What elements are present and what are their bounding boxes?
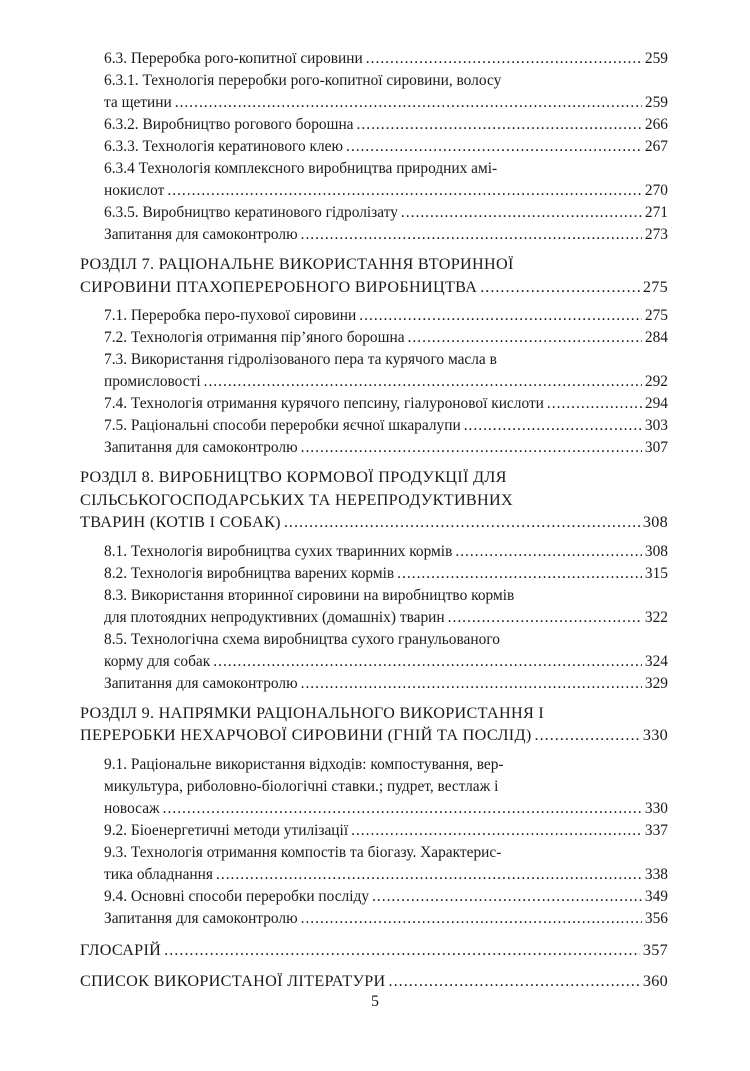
dot-leader: [204, 371, 642, 393]
toc-entry-leader-line: [104, 180, 668, 202]
toc-entry-title: корму для собак: [104, 652, 211, 670]
dot-leader: [480, 276, 640, 299]
toc-section-entry: [80, 136, 668, 158]
dot-leader: [408, 327, 642, 349]
toc-entry-title: СИРОВИНИ ПТАХОПЕРЕРОБНОГО ВИРОБНИЦТВА: [80, 277, 478, 296]
toc-section-entry: [80, 754, 668, 820]
toc-entry-leader-line: [104, 437, 668, 459]
toc-chapter-entry: [80, 466, 668, 534]
toc-entry-title: Запитання для самоконтролю: [104, 226, 298, 243]
toc-page-number: 275: [642, 277, 668, 296]
toc-entry-title: 6.3.3. Технологія кератинового клею: [104, 138, 343, 155]
toc-entry-leader-line: [104, 798, 668, 820]
toc-entry-title-line: 8.3. Використання вторинної сировини на виробництво кормів: [104, 586, 515, 604]
toc-entry-title: 6.3.2. Виробництво рогового борошна: [104, 116, 354, 133]
toc-entry-leader-line: [104, 563, 668, 585]
toc-entry-title: Запитання для самоконтролю: [104, 909, 298, 927]
toc-entry-title-line: микультура, риболовно-біологічні ставки.; пудрет, вестлаж і: [104, 777, 499, 795]
toc-section-entry: [80, 563, 668, 585]
toc-page-number: 357: [642, 940, 668, 959]
dot-leader: [535, 724, 640, 747]
toc-entry-title-line: 8.5. Технологічна схема виробництва сухого гранульованого: [104, 630, 500, 648]
toc-chapter-entry: [80, 253, 668, 298]
toc-entry-title-line: 6.3.4 Технологія комплексного виробництва природних амі-: [104, 160, 498, 177]
toc-entry-title-line: РОЗДІЛ 8. ВИРОБНИЦТВО КОРМОВОЇ ПРОДУКЦІЇ ДЛЯ: [80, 468, 507, 486]
toc-entry-leader-line: [80, 939, 668, 962]
dot-leader: [366, 48, 642, 70]
toc-section-entry: [80, 202, 668, 224]
toc-page-number: 303: [644, 417, 668, 434]
toc-entry-leader-line: [104, 136, 668, 158]
dot-leader: [213, 651, 642, 673]
toc-entry-leader-line: [104, 224, 668, 246]
dot-leader: [167, 180, 642, 202]
toc-entry-title: для плотоядних непродуктивних (домашніх) тварин: [104, 608, 445, 626]
toc-entry-title: ТВАРИН (КОТІВ І СОБАК): [80, 513, 281, 531]
dot-leader: [164, 939, 640, 962]
toc-entry-title-line: СІЛЬСЬКОГОСПОДАРСЬКИХ ТА НЕРЕПРОДУКТИВНИХ: [80, 490, 513, 509]
dot-leader: [346, 136, 642, 158]
toc-section-entry: [80, 48, 668, 70]
toc-page-number: 271: [644, 204, 668, 221]
toc-entry-title: 9.4. Основні способи переробки послідy: [104, 887, 370, 905]
toc-entry-title: Запитання для самоконтролю: [104, 439, 298, 456]
toc-entry-leader-line: [80, 724, 668, 747]
toc-page-number: 322: [644, 608, 668, 626]
toc-entry-leader-line: [104, 908, 668, 930]
dot-leader: [464, 415, 642, 437]
toc-entry-leader-line: [104, 48, 668, 70]
toc-page-number: 270: [644, 182, 668, 199]
toc-entry-title-line: РОЗДІЛ 9. НАПРЯМКИ РАЦІОНАЛЬНОГО ВИКОРИСТАННЯ І: [80, 703, 545, 722]
toc-section-entry: [80, 541, 668, 563]
toc-entry-title: 6.3. Переробка рого-копитної сировини: [104, 50, 363, 67]
toc-entry-leader-line: [104, 202, 668, 224]
toc-section-entry: [80, 224, 668, 246]
toc-page-number: 337: [644, 821, 668, 839]
toc-entry-leader-line: [80, 511, 668, 534]
toc-section-entry: [80, 908, 668, 930]
toc-section-entry: [80, 585, 668, 629]
toc-entry-title-line: 6.3.1. Технологія переробки рого-копитної сировини, волосу: [104, 72, 502, 89]
toc-entry-title-line: РОЗДІЛ 7. РАЦІОНАЛЬНЕ ВИКОРИСТАННЯ ВТОРИННОЇ: [80, 255, 514, 273]
toc-entry-leader-line: [104, 371, 668, 393]
toc-entry-title: 8.2. Технологія виробництва варених кормів: [104, 564, 395, 582]
dot-leader: [547, 393, 642, 415]
toc-section-entry: [80, 437, 668, 459]
toc-entry-title: 7.2. Технологія отримання пір’яного борошна: [104, 329, 405, 346]
toc-section-entry: [80, 327, 668, 349]
toc-entry-leader-line: [104, 327, 668, 349]
toc-page-number: 273: [644, 226, 668, 243]
dot-leader: [284, 511, 640, 534]
toc-page-number: 266: [644, 116, 668, 133]
dot-leader: [359, 305, 642, 327]
toc-page-number: 308: [642, 513, 668, 531]
toc-entry-leader-line: [104, 305, 668, 327]
toc-page-number: 329: [644, 674, 668, 692]
toc-entry-title: ГЛОСАРІЙ: [80, 940, 162, 959]
dot-leader: [301, 673, 642, 695]
toc-entry-title: 7.4. Технологія отримання курячого пепсину, гіалуронової кислоти: [104, 395, 544, 412]
toc-entry-leader-line: [104, 820, 668, 842]
toc-section-entry: [80, 820, 668, 842]
toc-entry-title: 7.1. Переробка перо-пухової сировини: [104, 307, 357, 324]
toc-section-entry: [80, 70, 668, 114]
toc-entry-title-line: 9.1. Раціональне використання відходів: компостування, вер-: [104, 755, 504, 773]
toc-entry-leader-line: [104, 651, 668, 673]
dot-leader: [397, 563, 642, 585]
toc-section-entry: [80, 886, 668, 908]
toc-entry-title: тика обладнання: [104, 865, 213, 883]
toc-entry-title: Запитання для самоконтролю: [104, 674, 298, 692]
toc-section-entry: [80, 305, 668, 327]
dot-leader: [163, 798, 642, 820]
toc-page-number: 356: [644, 909, 668, 927]
toc-page-number: 324: [644, 652, 668, 670]
toc-page-number: 292: [644, 373, 668, 390]
table-of-contents: [80, 48, 668, 993]
toc-page-number: 259: [644, 94, 668, 111]
toc-entry-leader-line: [104, 541, 668, 563]
toc-entry-leader-line: [104, 415, 668, 437]
toc-entry-title-line: 9.3. Технологія отримання компостів та біогазу. Характерис-: [104, 843, 502, 861]
toc-entry-title: новосаж: [104, 799, 160, 817]
toc-page-number: 338: [644, 865, 668, 883]
toc-page-number: 259: [644, 50, 668, 67]
toc-entry-title: 9.2. Біоенергетичні методи утилізації: [104, 821, 349, 839]
toc-page-number: 315: [644, 564, 668, 582]
toc-section-entry: [80, 158, 668, 202]
toc-page-number: 308: [644, 542, 668, 560]
toc-page-number: 360: [642, 972, 668, 990]
toc-page-number: 349: [644, 887, 668, 905]
toc-section-entry: [80, 349, 668, 393]
toc-page-number: 307: [644, 439, 668, 456]
dot-leader: [175, 92, 642, 114]
toc-entry-leader-line: [104, 886, 668, 908]
toc-entry-leader-line: [80, 970, 668, 993]
toc-page-number: 284: [644, 329, 668, 346]
dot-leader: [455, 541, 642, 563]
toc-entry-title: та щетини: [104, 94, 172, 111]
dot-leader: [351, 820, 642, 842]
page-number: 5: [371, 993, 379, 1010]
dot-leader: [301, 437, 642, 459]
toc-page-number: 330: [644, 799, 668, 817]
toc-entry-leader-line: [104, 92, 668, 114]
toc-section-entry: [80, 415, 668, 437]
toc-section-entry: [80, 393, 668, 415]
toc-entry-title: 7.5. Раціональні способи переробки яєчної шкаралупи: [104, 417, 461, 434]
toc-entry-title: 6.3.5. Виробництво кератинового гідролізату: [104, 204, 398, 221]
dot-leader: [389, 970, 640, 993]
toc-page-number: 267: [644, 138, 668, 155]
toc-chapter-entry: [80, 939, 668, 962]
toc-page-number: 330: [642, 726, 668, 744]
toc-section-entry: [80, 629, 668, 673]
toc-entry-leader-line: [104, 607, 668, 629]
toc-entry-title: СПИСОК ВИКОРИСТАНОЇ ЛІТЕРАТУРИ: [80, 972, 386, 990]
toc-entry-leader-line: [80, 276, 668, 299]
dot-leader: [448, 607, 642, 629]
dot-leader: [216, 864, 642, 886]
toc-chapter-entry: [80, 702, 668, 747]
toc-entry-leader-line: [104, 864, 668, 886]
dot-leader: [301, 908, 642, 930]
toc-entry-title: 8.1. Технологія виробництва сухих тваринних кормів: [104, 542, 453, 560]
toc-chapter-entry: [80, 970, 668, 993]
toc-page-number: 275: [644, 307, 668, 324]
dot-leader: [301, 224, 642, 246]
toc-entry-title: ПЕРЕРОБКИ НЕХАРЧОВОЇ СИРОВИНИ (ГНІЙ ТА ПОСЛІД): [80, 726, 532, 744]
toc-entry-leader-line: [104, 114, 668, 136]
dot-leader: [372, 886, 642, 908]
toc-page-number: 294: [644, 395, 668, 412]
toc-entry-title: промисловості: [104, 373, 201, 390]
toc-section-entry: [80, 114, 668, 136]
toc-entry-title: нокислот: [104, 182, 165, 199]
toc-section-entry: [80, 842, 668, 886]
dot-leader: [401, 202, 642, 224]
toc-entry-leader-line: [104, 393, 668, 415]
dot-leader: [357, 114, 642, 136]
toc-section-entry: [80, 673, 668, 695]
toc-entry-leader-line: [104, 673, 668, 695]
toc-entry-title-line: 7.3. Використання гідролізованого пера та курячого масла в: [104, 351, 497, 368]
